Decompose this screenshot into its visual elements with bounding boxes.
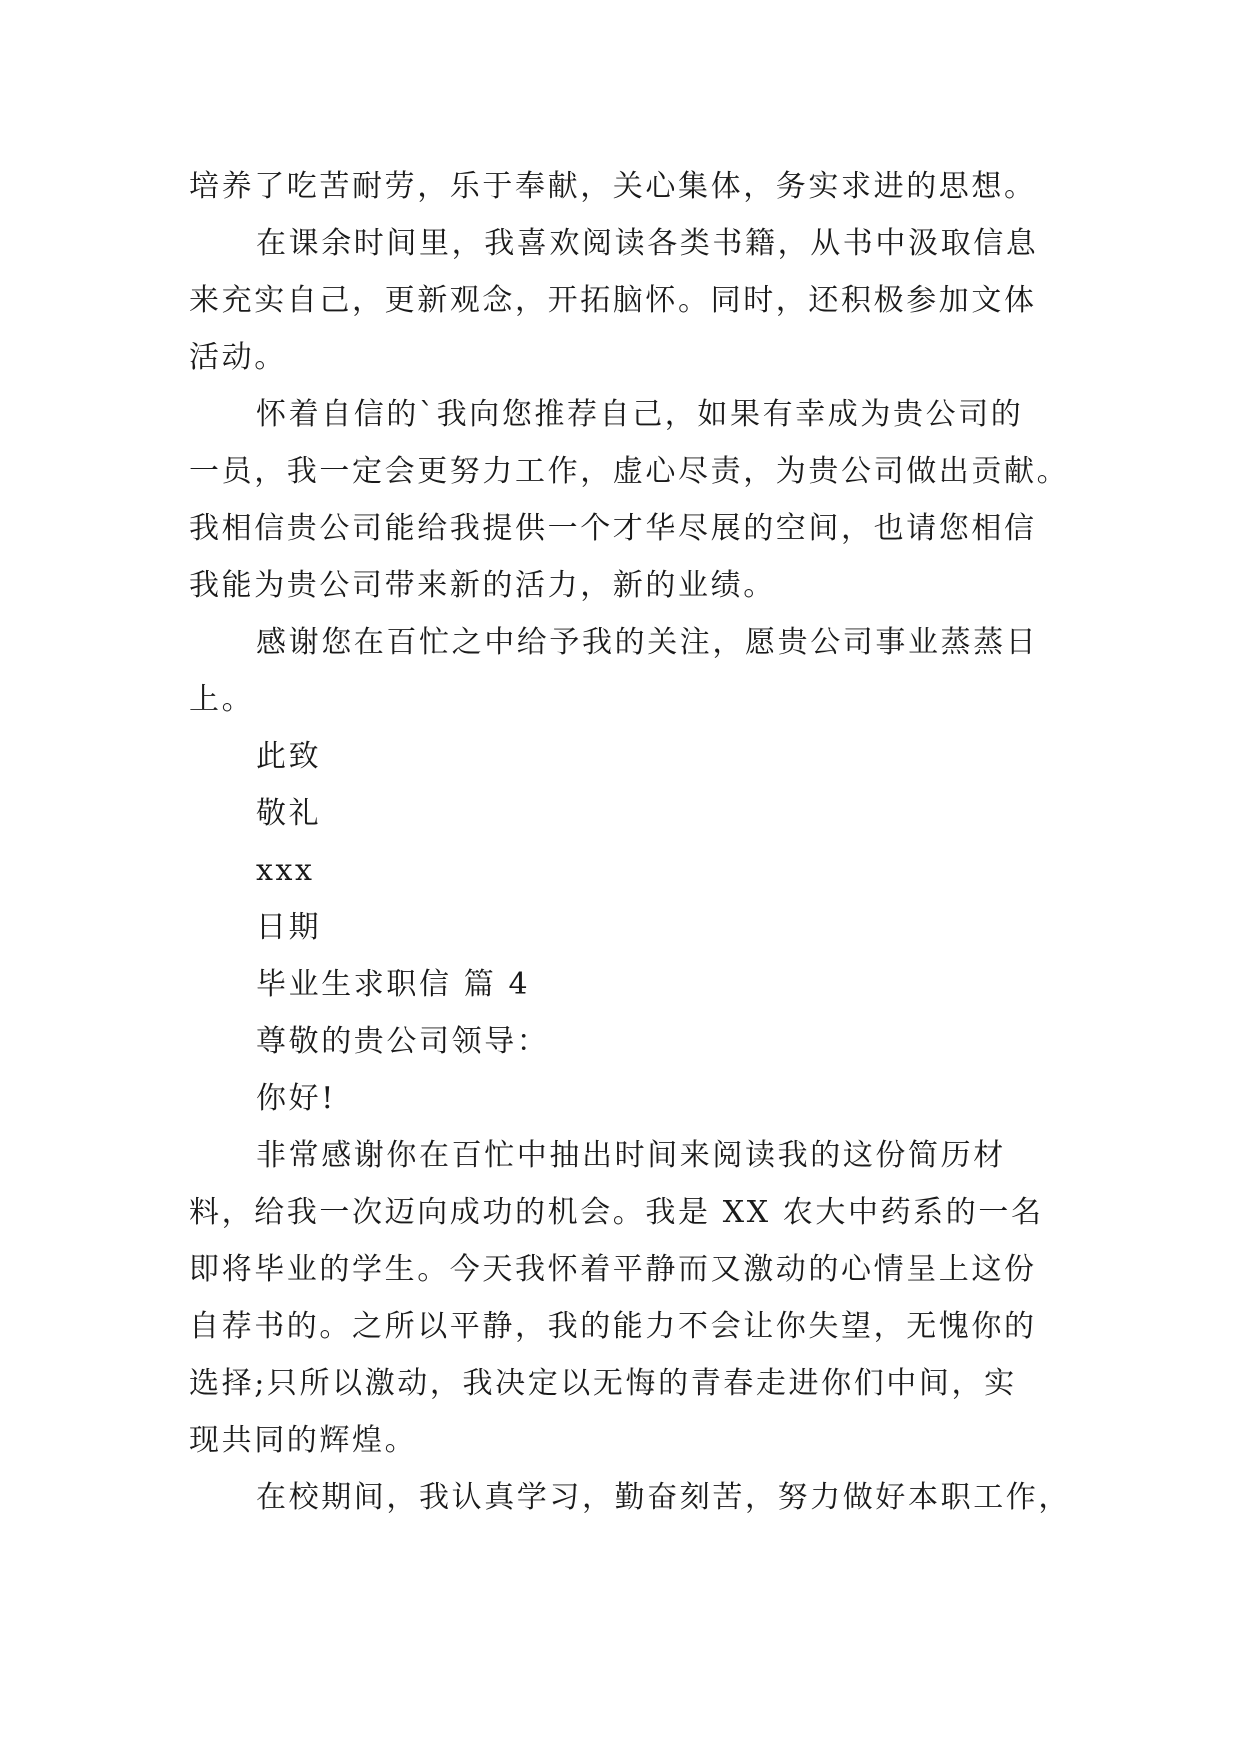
paragraph-line: 上。	[189, 682, 255, 717]
paragraph-line: 怀着自信的`我向您推荐自己，如果有幸成为贵公司的	[256, 397, 1024, 432]
greeting-addressee: 尊敬的贵公司领导：	[256, 1024, 550, 1059]
paragraph-line: 即将毕业的学生。今天我怀着平静而又激动的心情呈上这份	[189, 1252, 1037, 1287]
paragraph-line: 来充实自己，更新观念，开拓脑怀。同时，还积极参加文体	[189, 283, 1037, 318]
paragraph-line: 选择;只所以激动，我决定以无悔的青春走进你们中间，实	[189, 1366, 1017, 1401]
closing-regards: 敬礼	[256, 796, 322, 831]
paragraph-line: 我相信贵公司能给我提供一个才华尽展的空间，也请您相信	[189, 511, 1037, 546]
paragraph-line: 在校期间，我认真学习，勤奋刻苦，努力做好本职工作，	[256, 1480, 1071, 1515]
paragraph-line: 料，给我一次迈向成功的机会。我是 XX 农大中药系的一名	[189, 1195, 1044, 1230]
paragraph-line: 活动。	[189, 340, 287, 375]
paragraph-line: 非常感谢你在百忙中抽出时间来阅读我的这份简历材	[256, 1138, 1006, 1173]
paragraph-line: 我能为贵公司带来新的活力，新的业绩。	[189, 568, 776, 603]
section-heading: 毕业生求职信 篇 4	[256, 967, 531, 1002]
paragraph-line: 在课余时间里，我喜欢阅读各类书籍，从书中汲取信息	[256, 226, 1039, 261]
greeting-hello: 你好!	[256, 1081, 336, 1116]
paragraph-line: 培养了吃苦耐劳，乐于奉献，关心集体，务实求进的思想。	[189, 169, 1037, 204]
paragraph-line: 自荐书的。之所以平静，我的能力不会让你失望，无愧你的	[189, 1309, 1037, 1344]
paragraph-line: 现共同的辉煌。	[189, 1423, 418, 1458]
signature-date: 日期	[256, 910, 322, 945]
paragraph-line: 一员，我一定会更努力工作，虚心尽责，为贵公司做出贡献。	[189, 454, 1070, 489]
closing-salutation: 此致	[256, 739, 322, 774]
signature-name: xxx	[256, 853, 315, 888]
paragraph-line: 感谢您在百忙之中给予我的关注，愿贵公司事业蒸蒸日	[256, 625, 1039, 660]
